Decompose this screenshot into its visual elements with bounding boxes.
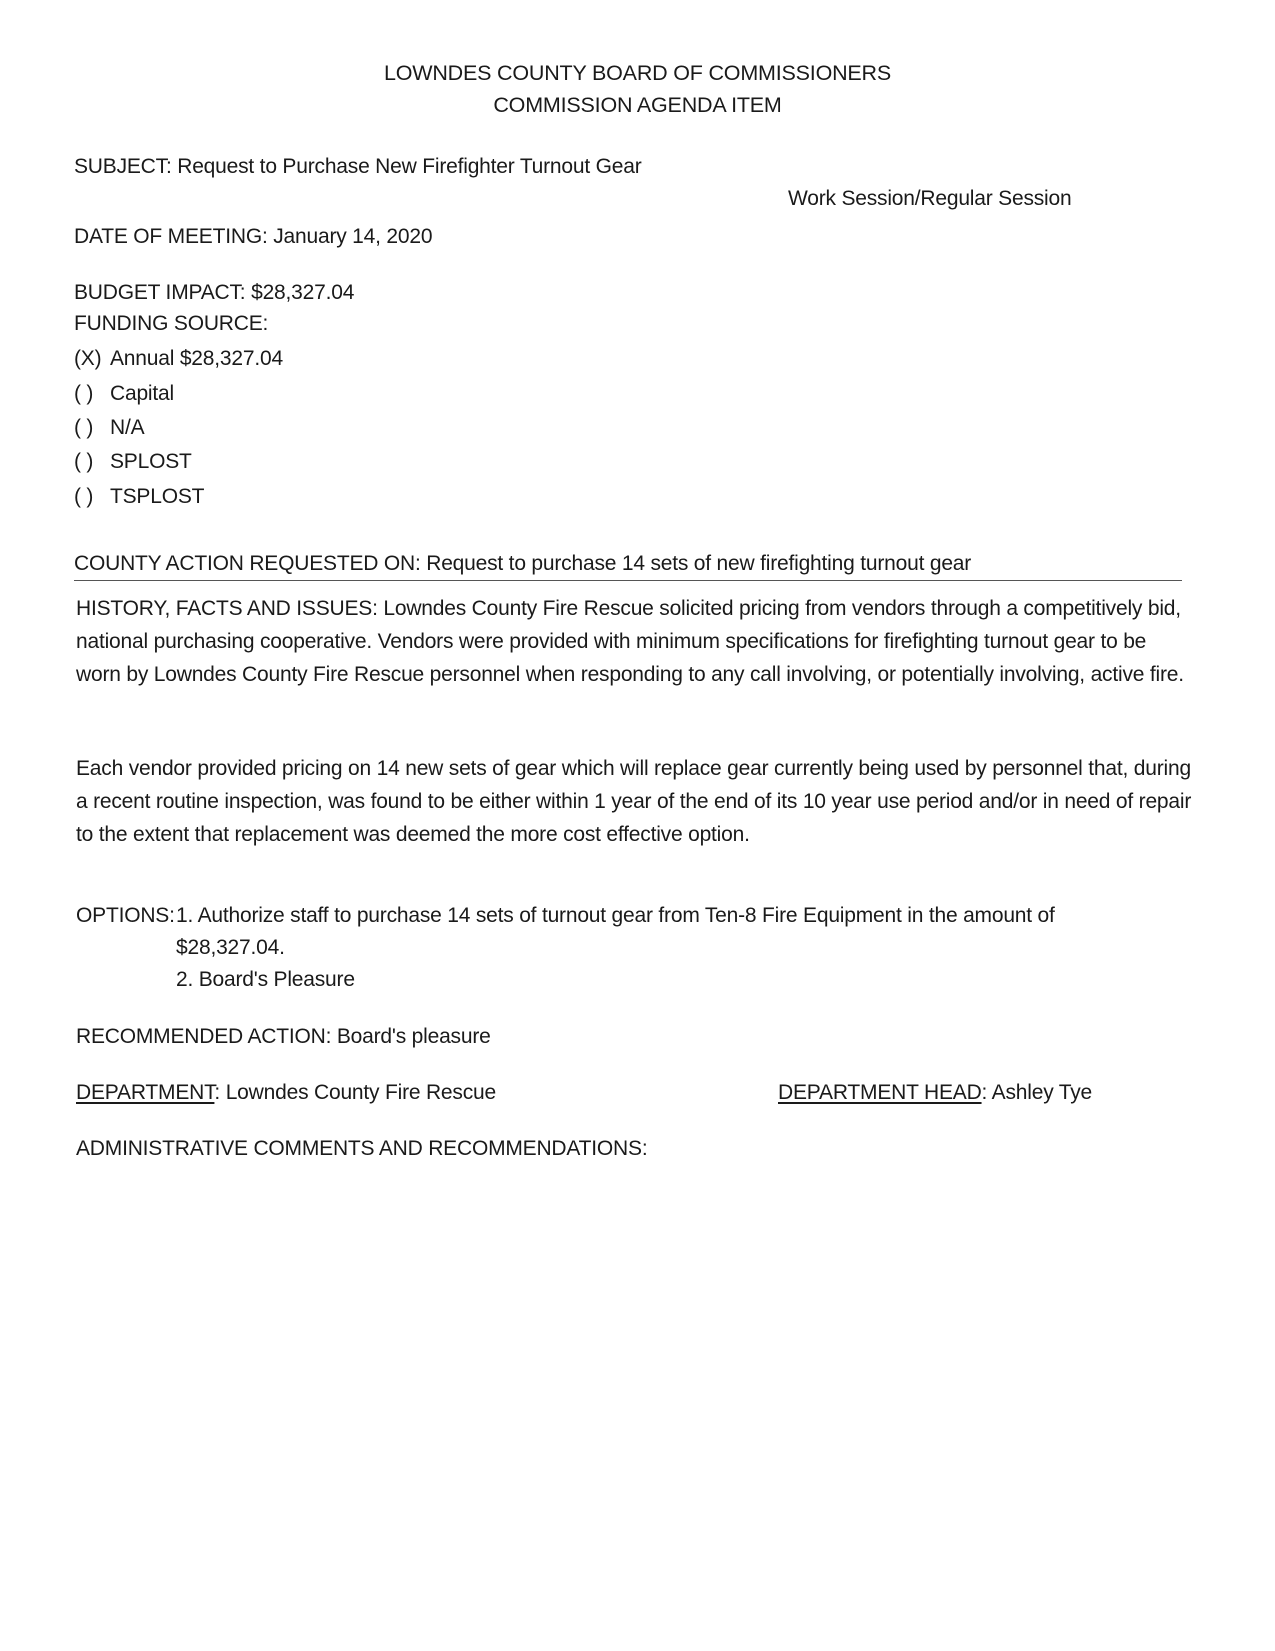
checkbox-mark: ( ) (74, 450, 94, 473)
option-1-line-1: 1. Authorize staff to purchase 14 sets of turnout gear from Ten-8 Fire Equipment in the amount of (176, 904, 1055, 927)
history-label: HISTORY, FACTS AND ISSUES: (76, 597, 378, 620)
funding-option-label: Capital (110, 382, 174, 405)
subject-value: Request to Purchase New Firefighter Turnout Gear (177, 155, 642, 178)
recommended-action-field (76, 1025, 491, 1049)
colon: : (981, 1081, 988, 1104)
funding-option-annual (74, 347, 283, 371)
department-head-value: Ashley Tye (991, 1081, 1093, 1104)
funding-option-label: Annual $28,327.04 (110, 347, 283, 370)
checkbox-mark: (X) (74, 347, 102, 370)
budget-impact-field (74, 281, 354, 305)
recommended-action-value: Board's pleasure (336, 1025, 491, 1048)
funding-source-label: FUNDING SOURCE: (74, 312, 269, 335)
option-2: 2. Board's Pleasure (176, 968, 355, 991)
document-subtitle: COMMISSION AGENDA ITEM (493, 93, 782, 117)
subject-field (74, 155, 642, 179)
budget-impact-value: $28,327.04 (251, 281, 355, 304)
date-of-meeting-label: DATE OF MEETING: (74, 225, 268, 248)
colon: : (214, 1081, 221, 1104)
checkbox-mark: ( ) (74, 416, 94, 439)
date-of-meeting-value: January 14, 2020 (273, 225, 433, 248)
department-field (76, 1081, 496, 1105)
funding-option-label: TSPLOST (110, 485, 205, 508)
department-label: DEPARTMENT (76, 1081, 215, 1104)
history-paragraph-1 (76, 592, 1196, 691)
funding-option-splost (74, 450, 192, 474)
county-action-value: Request to purchase 14 sets of new firefighting turnout gear (426, 552, 972, 575)
funding-option-na (74, 416, 144, 440)
department-head-field (778, 1081, 1092, 1105)
subject-label: SUBJECT: (74, 155, 172, 178)
history-text: Lowndes County Fire Rescue solicited pricing from vendors through a competitively bid, national purchasing cooperative. Vendors were provided with minimum specifications for firefighting turnout gear to be worn by Lowndes County Fire Rescue personnel when responding to any call involving, or potentially involving, active fire. (76, 597, 1184, 686)
document-title: LOWNDES COUNTY BOARD OF COMMISSIONERS (383, 61, 892, 85)
options-label: OPTIONS: (76, 904, 175, 927)
county-action-label: COUNTY ACTION REQUESTED ON: (74, 552, 421, 575)
date-of-meeting-field (74, 225, 432, 249)
department-head-label: DEPARTMENT HEAD (778, 1081, 982, 1104)
section-divider (74, 580, 1182, 581)
option-1-line-2: $28,327.04. (176, 936, 285, 959)
checkbox-mark: ( ) (74, 485, 94, 508)
funding-option-capital (74, 382, 174, 406)
department-value: Lowndes County Fire Rescue (225, 1081, 496, 1104)
checkbox-mark: ( ) (74, 382, 94, 405)
session-type: Work Session/Regular Session (788, 187, 1072, 210)
budget-impact-label: BUDGET IMPACT: (74, 281, 246, 304)
funding-option-label: SPLOST (110, 450, 192, 473)
county-action-field (74, 552, 971, 576)
funding-option-tsplost (74, 485, 204, 509)
funding-option-label: N/A (110, 416, 145, 439)
recommended-action-label: RECOMMENDED ACTION: (76, 1025, 332, 1048)
administrative-comments-label: ADMINISTRATIVE COMMENTS AND RECOMMENDATIONS: (76, 1137, 648, 1160)
history-paragraph-2: Each vendor provided pricing on 14 new sets of gear which will replace gear currently being used by personnel that, during a recent routine inspection, was found to be either within 1 year of the end of its 10 year use period and/or in need of repair to the extent that replacement was deemed the more cost effective option. (76, 757, 1192, 846)
